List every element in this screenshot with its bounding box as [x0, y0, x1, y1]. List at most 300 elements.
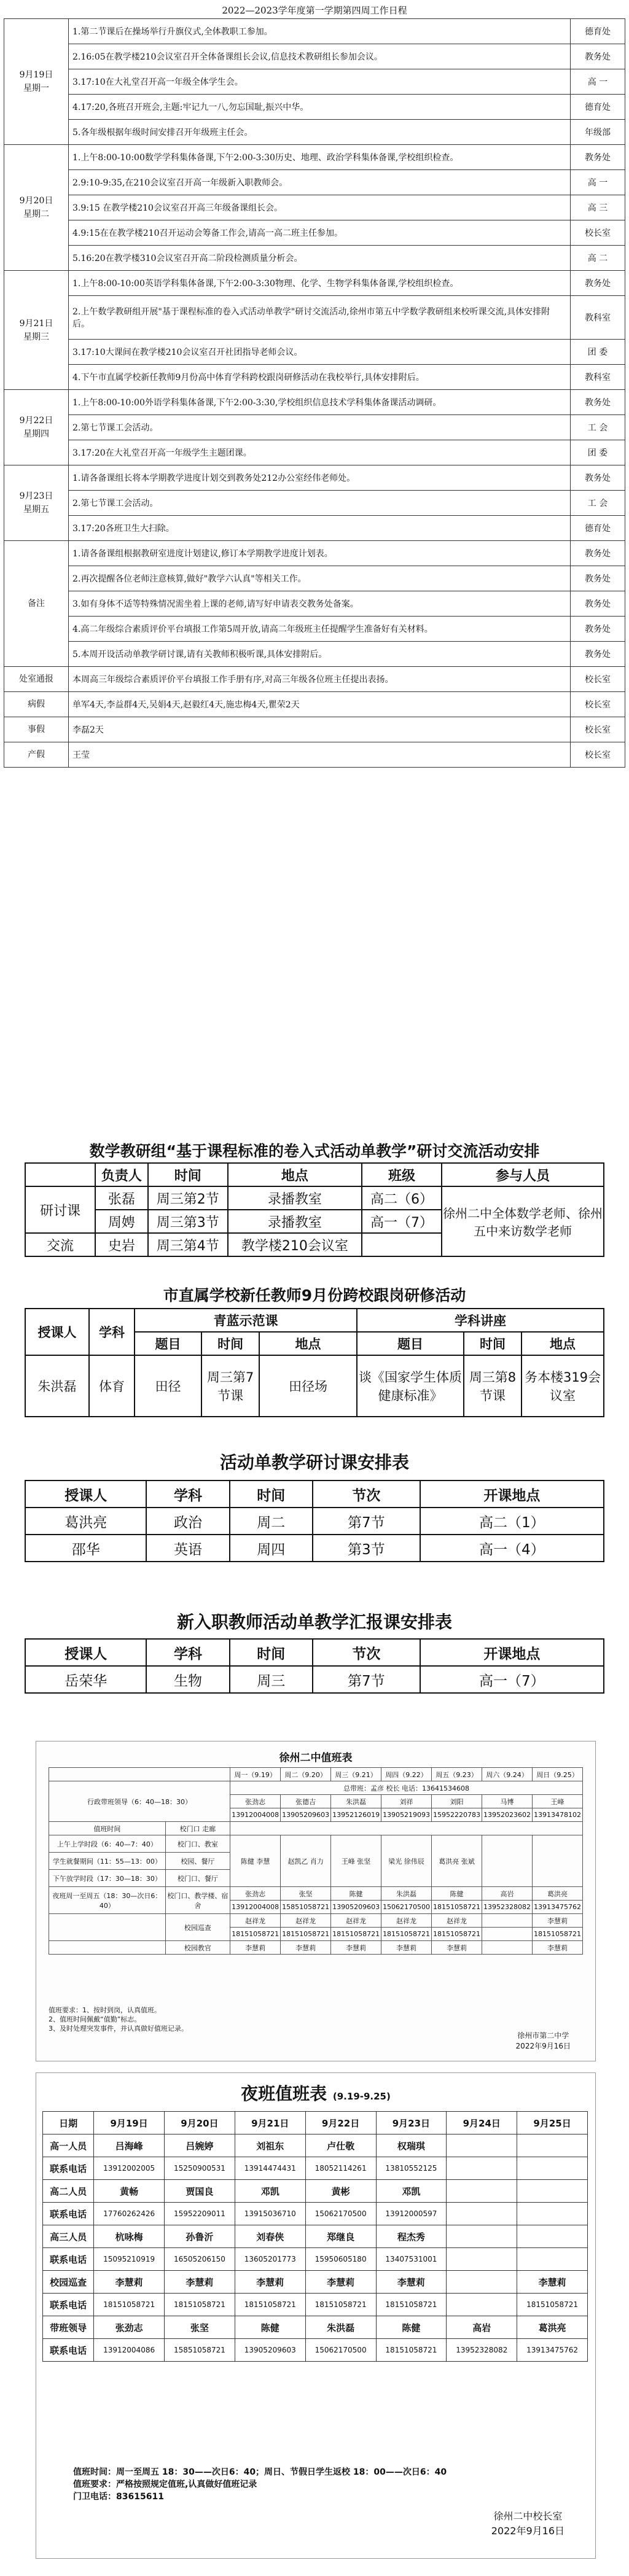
- nt-cell: 谈《国家学生体质健康标准》: [357, 1355, 464, 1417]
- night-cell: [517, 2157, 588, 2180]
- schedule-row: [4, 69, 625, 95]
- duty-cell: [49, 1941, 166, 1955]
- night-cell: 权瑞琪: [376, 2134, 447, 2157]
- night-cell: [447, 2203, 517, 2225]
- duty-cell: 值班时间: [49, 1822, 166, 1835]
- duty-cell: 13905219093: [381, 1808, 432, 1822]
- duty-cell: 高岩: [482, 1887, 533, 1901]
- night-cell: 郑继良: [305, 2225, 376, 2248]
- duty-cell: 夜班周一至周五（18：30—次日6：40）: [49, 1887, 166, 1914]
- night-cell: 邓凯: [376, 2180, 447, 2203]
- night-cell: 高岩: [447, 2316, 517, 2339]
- schedule-row: [4, 742, 625, 768]
- duty-cell: 马博: [482, 1795, 533, 1808]
- night-cell: 13912000597: [376, 2203, 447, 2225]
- nt-header: 学科: [89, 1309, 135, 1355]
- duty-cell: 校门口、教室: [165, 1835, 230, 1853]
- night-cell: [447, 2180, 517, 2203]
- report-section-title: 新入职教师活动单教学汇报课安排表: [176, 1612, 452, 1632]
- duty-cell: 15062170500: [381, 1901, 432, 1914]
- math-table: [25, 1162, 604, 1257]
- table-cell: 第3节: [313, 1535, 420, 1562]
- schedule-item: 3.17:10大课间在教学楼210会议室召开社团指导老师会议。: [69, 340, 571, 365]
- night-cell: 李慧莉: [94, 2271, 165, 2294]
- report-table: [25, 1638, 604, 1694]
- night-cell: 13407531001: [376, 2248, 447, 2271]
- night-cell: 张坚: [165, 2316, 235, 2339]
- schedule-day: 9月19日 星期一: [4, 19, 69, 145]
- duty-notes: [49, 2006, 188, 2033]
- duty-cell: 18151058721: [533, 1928, 583, 1941]
- night-cell: 18151058721: [376, 2339, 447, 2362]
- duty-cell: 校园教官: [165, 1941, 230, 1955]
- duty-cell: 葛洪亮: [533, 1887, 583, 1901]
- schedule-item: 5.本周开设活动单教学研讨课,请有关教师积极听课,具体安排附后。: [69, 642, 571, 667]
- nt-cell: 田径场: [259, 1355, 357, 1417]
- activity-table: [25, 1480, 604, 1562]
- math-row-type: 研讨课: [25, 1186, 95, 1233]
- schedule-row: [4, 365, 625, 390]
- duty-cell: 校门口、餐厅: [165, 1870, 230, 1887]
- duty-row: [49, 1887, 583, 1901]
- duty-table: [49, 1767, 583, 1955]
- math-row-type: 交流: [25, 1233, 95, 1256]
- schedule-item: 5.各年级根据年级时间安排召开年级班主任会。: [69, 120, 571, 145]
- schedule-row: [4, 692, 625, 717]
- duty-roster-scan: [36, 1741, 596, 2061]
- night-cell: 李慧莉: [165, 2271, 235, 2294]
- duty-cell: 赵祥龙: [281, 1914, 331, 1928]
- night-cell: 李慧莉: [235, 2271, 305, 2294]
- schedule-dept: 教务处: [571, 145, 625, 170]
- table-cell: 高二（1）: [420, 1508, 604, 1535]
- night-cell: 15250900531: [165, 2157, 235, 2180]
- math-cell: 高一（7）: [362, 1210, 442, 1233]
- duty-cell: 18151058721: [432, 1901, 482, 1914]
- schedule-item: 2.第七节课工会活动。: [69, 491, 571, 516]
- schedule-dept: 工 会: [571, 491, 625, 516]
- duty-note: 2、值班时间佩戴“值勤”标志。: [49, 2015, 141, 2023]
- duty-cell: [482, 1928, 533, 1941]
- nt-cell: 务本楼319会议室: [522, 1355, 604, 1417]
- duty-cell: 王峰: [533, 1795, 583, 1808]
- schedule-row: [4, 541, 625, 566]
- duty-row: [49, 1914, 583, 1928]
- night-cell: 18151058721: [376, 2294, 447, 2316]
- math-section-title: 数学教研组“基于课程标准的卷入式活动单教学”研讨交流活动安排: [89, 1142, 540, 1160]
- duty-cell: 下午放学时段（17：30—18：30）: [49, 1870, 166, 1887]
- math-participants: 徐州二中全体数学老师、徐州五中来访数学老师: [442, 1186, 604, 1256]
- schedule-row: [4, 220, 625, 246]
- schedule-row: [4, 591, 625, 617]
- weekly-schedule-table: [4, 18, 625, 768]
- schedule-dept: 教务处: [571, 271, 625, 296]
- schedule-dept: 教科室: [571, 296, 625, 340]
- math-cell: 张磊: [95, 1186, 148, 1210]
- schedule-item: 1.上午8:00-10:00数学学科集体备课,下午2:00-3:30历史、地理、政治学科集体备课,学校组织检查。: [69, 145, 571, 170]
- schedule-item: 本周高三年级综合素质评价平台填报工作手册有序,对高三年级各位班主任提出表扬。: [69, 667, 571, 692]
- duty-cell: 周三（9.21）: [331, 1768, 381, 1781]
- night-title-text: 夜班值班表: [241, 2084, 327, 2104]
- table-cell: 葛洪亮: [25, 1508, 146, 1535]
- night-cell: 16505206150: [165, 2248, 235, 2271]
- night-cell: [447, 2271, 517, 2294]
- schedule-day: 9月22日 星期四: [4, 390, 69, 465]
- night-footer-line: 门卫电话：83615611: [73, 2492, 164, 2502]
- nt-header: 学科讲座: [357, 1309, 604, 1332]
- schedule-dept: 教务处: [571, 44, 625, 69]
- nt-cell: 周三第7节课: [201, 1355, 259, 1417]
- math-cell: 录播教室: [228, 1210, 362, 1233]
- duty-cell: 13952126019: [331, 1808, 381, 1822]
- table-cell: 第7节: [313, 1666, 420, 1693]
- night-cell: 15952209011: [165, 2203, 235, 2225]
- night-cell: [517, 2248, 588, 2271]
- nt-subheader: 地点: [259, 1332, 357, 1355]
- night-cell: 13912002005: [94, 2157, 165, 2180]
- night-cell: [447, 2248, 517, 2271]
- schedule-item: 1.请各备课组长将本学期教学进度计划交到教务处212办公室经伟老师处。: [69, 465, 571, 491]
- schedule-dept: 团 委: [571, 340, 625, 365]
- table-header: 学科: [146, 1481, 229, 1508]
- night-footer-line: 值班要求：严格按照规定值班,认真做好值班记录: [73, 2480, 257, 2489]
- schedule-item: 3.9:15 在教学楼210会议室召开高三年级备课组长会。: [69, 195, 571, 220]
- schedule-item: 2.上午数学教研组开展"基于课程标准的卷入式活动单教学"研讨交流活动,徐州市第五中学数学教研组来校听课交流,具体安排附后。: [69, 296, 571, 340]
- table-cell: 政治: [146, 1508, 229, 1535]
- schedule-dept: 校长室: [571, 220, 625, 246]
- duty-cell: 周二（9.20）: [281, 1768, 331, 1781]
- schedule-dept: 校长室: [571, 742, 625, 768]
- schedule-item: 李磊2天: [69, 717, 571, 742]
- night-row: [43, 2248, 588, 2271]
- duty-cell: 13905209603: [331, 1901, 381, 1914]
- schedule-dept: 德育处: [571, 95, 625, 120]
- night-row: [43, 2271, 588, 2294]
- duty-date: 2022年9月16日: [515, 2042, 571, 2050]
- night-cell: [517, 2180, 588, 2203]
- activity-section-title: 活动单教学研讨课安排表: [219, 1452, 409, 1473]
- schedule-day: 病假: [4, 692, 69, 717]
- schedule-row: [4, 296, 625, 340]
- duty-cell: 校门口、教学楼、宿舍: [165, 1887, 230, 1914]
- night-cell: 刘祖东: [235, 2134, 305, 2157]
- duty-cell: 陈健 李慧: [230, 1835, 281, 1887]
- night-table: [42, 2111, 588, 2362]
- schedule-dept: 德育处: [571, 19, 625, 44]
- schedule-row: [4, 120, 625, 145]
- schedule-dept: 工 会: [571, 415, 625, 440]
- duty-cell: [482, 1941, 533, 1955]
- night-row: [43, 2203, 588, 2225]
- math-header: 参与人员: [442, 1163, 604, 1186]
- schedule-day: 9月21日 星期三: [4, 271, 69, 390]
- schedule-day: 事假: [4, 717, 69, 742]
- duty-row: [49, 1941, 583, 1955]
- duty-cell: [230, 1822, 583, 1835]
- schedule-item: 2.第七节课工会活动。: [69, 415, 571, 440]
- duty-cell: 陈健: [331, 1887, 381, 1901]
- night-header: 9月22日: [305, 2112, 376, 2134]
- table-cell: 高一（7）: [420, 1666, 604, 1693]
- schedule-item: 2.16:05在教学楼210会议室召开全体备课组长会议,信息技术教研组长参加会议。: [69, 44, 571, 69]
- night-cell: 15062170500: [305, 2203, 376, 2225]
- schedule-row: [4, 195, 625, 220]
- duty-sign: 徐州市第二中学: [517, 2031, 569, 2040]
- duty-cell: 13913478102: [533, 1808, 583, 1822]
- math-cell: 周三第4节: [148, 1233, 228, 1256]
- night-date: 2022年9月16日: [491, 2525, 565, 2537]
- duty-cell: 李慧莉: [281, 1941, 331, 1955]
- duty-cell: 周四（9.22）: [381, 1768, 432, 1781]
- duty-cell: 朱洪磊: [331, 1795, 381, 1808]
- schedule-dept: 教务处: [571, 541, 625, 566]
- schedule-dept: 教务处: [571, 642, 625, 667]
- schedule-row: [4, 667, 625, 692]
- duty-cell: [533, 1835, 583, 1887]
- night-cell: [447, 2134, 517, 2157]
- night-cell: [447, 2157, 517, 2180]
- duty-cell: 校门口 走廊: [165, 1822, 230, 1835]
- schedule-dept: 年级部: [571, 120, 625, 145]
- duty-cell: 张劲志: [230, 1887, 281, 1901]
- night-cell: 带班领导: [43, 2316, 94, 2339]
- night-cell: 13605201773: [235, 2248, 305, 2271]
- duty-cell: 刘祥: [381, 1795, 432, 1808]
- duty-cell: 13952328082: [482, 1901, 533, 1914]
- night-row: [43, 2316, 588, 2339]
- night-cell: 联系电话: [43, 2157, 94, 2180]
- duty-cell: 李慧莉: [432, 1941, 482, 1955]
- night-header: 9月23日: [376, 2112, 447, 2134]
- night-cell: 朱洪磊: [305, 2316, 376, 2339]
- night-cell: 高三人员: [43, 2225, 94, 2248]
- night-duty-scan: [36, 2072, 596, 2559]
- schedule-dept: 校长室: [571, 667, 625, 692]
- math-cell: 史岩: [95, 1233, 148, 1256]
- night-cell: 13905209603: [235, 2339, 305, 2362]
- schedule-row: [4, 44, 625, 69]
- math-cell: 周三第3节: [148, 1210, 228, 1233]
- schedule-item: 单军4天,李益群4天,吴娟4天,赵毅红4天,施忠梅4天,瞿荣2天: [69, 692, 571, 717]
- table-header: 节次: [313, 1481, 420, 1508]
- schedule-item: 5.16:20在教学楼310会议室召开高二阶段检测质量分析会。: [69, 246, 571, 271]
- schedule-item: 1.上午8:00-10:00外语学科集体备课,下午2:00-3:30,学校组织信息技术学科集体备课活动调研。: [69, 390, 571, 415]
- night-cell: 18052114261: [305, 2157, 376, 2180]
- night-cell: 15851058721: [165, 2339, 235, 2362]
- table-cell: 英语: [146, 1535, 229, 1562]
- duty-cell: 校园巡查: [165, 1914, 230, 1941]
- math-cell: 教学楼210会议室: [228, 1233, 362, 1256]
- newteacher-section-title: 市直属学校新任教师9月份跨校跟岗研修活动: [163, 1286, 466, 1304]
- schedule-dept: 高 三: [571, 195, 625, 220]
- duty-row: [49, 1835, 583, 1853]
- schedule-row: [4, 415, 625, 440]
- night-header: 9月24日: [447, 2112, 517, 2134]
- night-cell: 刘春侠: [235, 2225, 305, 2248]
- table-row: [25, 1666, 604, 1693]
- night-cell: 贾国良: [165, 2180, 235, 2203]
- duty-cell: 15851058721: [281, 1901, 331, 1914]
- duty-cell: 张坚: [281, 1887, 331, 1901]
- nt-cell: 周三第8节课: [464, 1355, 522, 1417]
- schedule-dept: 德育处: [571, 516, 625, 541]
- schedule-row: [4, 566, 625, 591]
- night-footer-line: 值班时间：周一至周五 18：30——次日6：40；周日、节假日学生返校 18：00——次日6：40: [73, 2467, 447, 2477]
- night-cell: [447, 2294, 517, 2316]
- night-cell: 吕海峰: [94, 2134, 165, 2157]
- night-cell: 18151058721: [305, 2294, 376, 2316]
- schedule-row: [4, 145, 625, 170]
- duty-cell: 赵祥龙: [381, 1914, 432, 1928]
- duty-cell: 18151058721: [331, 1928, 381, 1941]
- page-title: 2022—2023学年度第一学期第四周工作日程: [222, 5, 407, 16]
- duty-cell: 行政带班领导（6：40—18：30）: [49, 1781, 230, 1822]
- schedule-dept: 教务处: [571, 566, 625, 591]
- schedule-item: 3.17:20各班卫生大扫除。: [69, 516, 571, 541]
- night-cell: 李慧莉: [305, 2271, 376, 2294]
- duty-cell: [49, 1768, 230, 1781]
- night-cell: 15062170500: [305, 2339, 376, 2362]
- schedule-dept: 教务处: [571, 465, 625, 491]
- table-cell: 高一（4）: [420, 1535, 604, 1562]
- duty-cell: 周五（9.23）: [432, 1768, 482, 1781]
- schedule-item: 2.再次提醒各位老师注意核算,做好"教学六认真"等相关工作。: [69, 566, 571, 591]
- night-range: (9.19-9.25): [332, 2091, 391, 2102]
- night-cell: 联系电话: [43, 2203, 94, 2225]
- duty-cell: 王峰 张坚: [331, 1835, 381, 1887]
- schedule-item: 1.第二节课后在操场举行升旗仪式,全体教职工参加。: [69, 19, 571, 44]
- nt-header: 青蓝示范课: [135, 1309, 357, 1332]
- night-cell: 陈健: [235, 2316, 305, 2339]
- night-cell: 高一人员: [43, 2134, 94, 2157]
- table-header: 学科: [146, 1639, 229, 1666]
- schedule-dept: 教务处: [571, 390, 625, 415]
- night-header: 9月19日: [94, 2112, 165, 2134]
- duty-row: [49, 1768, 583, 1781]
- night-cell: 15950605180: [305, 2248, 376, 2271]
- schedule-day: 处室通报: [4, 667, 69, 692]
- table-header: 开课地点: [420, 1639, 604, 1666]
- duty-cell: 李慧莉: [230, 1941, 281, 1955]
- schedule-item: 王莹: [69, 742, 571, 768]
- night-cell: 18151058721: [94, 2294, 165, 2316]
- math-cell: 高二（6）: [362, 1186, 442, 1210]
- duty-cell: 13912004008: [230, 1808, 281, 1822]
- schedule-item: 3.17:10在大礼堂召开高一年级全体学生会。: [69, 69, 571, 95]
- nt-subheader: 地点: [522, 1332, 604, 1355]
- night-header: 9月25日: [517, 2112, 588, 2134]
- math-header: 地点: [228, 1163, 362, 1186]
- night-cell: 黄畅: [94, 2180, 165, 2203]
- night-cell: 18151058721: [517, 2294, 588, 2316]
- math-header: 班级: [362, 1163, 442, 1186]
- night-header: 9月21日: [235, 2112, 305, 2134]
- table-header: 节次: [313, 1639, 420, 1666]
- duty-cell: 周一（9.19）: [230, 1768, 281, 1781]
- math-header: 负责人: [95, 1163, 148, 1186]
- schedule-item: 4.高二年级综合素质评价平台填报工作第5周开放,请高二年级班主任提醒学生准备好有关材料。: [69, 617, 571, 642]
- math-header: 时间: [148, 1163, 228, 1186]
- schedule-row: [4, 717, 625, 742]
- duty-cell: 周日（9.25）: [533, 1768, 583, 1781]
- night-cell: 高二人员: [43, 2180, 94, 2203]
- night-cell: 联系电话: [43, 2294, 94, 2316]
- duty-cell: 刘阳: [432, 1795, 482, 1808]
- night-cell: 13912004086: [94, 2339, 165, 2362]
- night-row: [43, 2134, 588, 2157]
- schedule-row: [4, 340, 625, 365]
- schedule-item: 3.17:20在大礼堂召开高一年级学生主题团课。: [69, 440, 571, 465]
- duty-cell: 赵祥龙: [432, 1914, 482, 1928]
- duty-cell: 周六（9.24）: [482, 1768, 533, 1781]
- table-header: 时间: [230, 1639, 313, 1666]
- nt-cell: 体育: [89, 1355, 135, 1417]
- duty-cell: [49, 1914, 166, 1941]
- duty-title: 徐州二中值班表: [279, 1752, 353, 1764]
- duty-cell: [482, 1914, 533, 1928]
- duty-cell: 15952220783: [432, 1808, 482, 1822]
- night-cell: 17760262426: [94, 2203, 165, 2225]
- duty-signature: [516, 2030, 571, 2051]
- schedule-dept: 教科室: [571, 365, 625, 390]
- duty-cell: [482, 1835, 533, 1887]
- schedule-row: [4, 95, 625, 120]
- night-header: 9月20日: [165, 2112, 235, 2134]
- duty-cell: 赵祥龙: [331, 1914, 381, 1928]
- duty-cell: 13913475762: [533, 1901, 583, 1914]
- table-cell: 周四: [230, 1535, 313, 1562]
- schedule-dept: 高 一: [571, 170, 625, 195]
- table-header: 开课地点: [420, 1481, 604, 1508]
- schedule-item: 4.9:15在在教学楼210召开运动会筹备工作会,请高一高二班主任参加。: [69, 220, 571, 246]
- duty-cell: 赵祥龙: [230, 1914, 281, 1928]
- night-cell: 杭咏梅: [94, 2225, 165, 2248]
- table-cell: 周三: [230, 1666, 313, 1693]
- table-row: [25, 1535, 604, 1562]
- night-cell: 联系电话: [43, 2339, 94, 2362]
- schedule-day: 备注: [4, 541, 69, 667]
- duty-cell: 13905209603: [281, 1808, 331, 1822]
- table-header: 授课人: [25, 1639, 146, 1666]
- duty-cell: 李慧莉: [533, 1914, 583, 1928]
- duty-cell: 13952023602: [482, 1808, 533, 1822]
- schedule-item: 4.17:20,各班召开班会,主题:牢记九一八,勿忘国耻,振兴中华。: [69, 95, 571, 120]
- nt-cell: 田径: [135, 1355, 201, 1417]
- night-row: [43, 2225, 588, 2248]
- night-row: [43, 2180, 588, 2203]
- nt-subheader: 时间: [464, 1332, 522, 1355]
- duty-cell: 18151058721: [281, 1928, 331, 1941]
- schedule-row: [4, 516, 625, 541]
- table-header: 授课人: [25, 1481, 146, 1508]
- schedule-day: 产假: [4, 742, 69, 768]
- schedule-row: [4, 440, 625, 465]
- night-cell: 13915036710: [235, 2203, 305, 2225]
- schedule-day: 9月23日 星期五: [4, 465, 69, 541]
- math-cell: 录播教室: [228, 1186, 362, 1210]
- duty-cell: 李慧莉: [331, 1941, 381, 1955]
- duty-cell: 18151058721: [432, 1928, 482, 1941]
- duty-cell: 李慧莉: [533, 1941, 583, 1955]
- schedule-item: 4.下午市直属学校新任教师9月份高中体育学科跨校跟岗研修活动在我校举行,具体安排附后。: [69, 365, 571, 390]
- duty-cell: 陈健: [432, 1887, 482, 1901]
- nt-subheader: 题目: [135, 1332, 201, 1355]
- night-cell: 张劲志: [94, 2316, 165, 2339]
- schedule-dept: 校长室: [571, 692, 625, 717]
- duty-cell: 18151058721: [381, 1928, 432, 1941]
- duty-cell: 总带班：孟彦 校长 电话：13641534608: [230, 1781, 583, 1795]
- night-cell: 黄彬: [305, 2180, 376, 2203]
